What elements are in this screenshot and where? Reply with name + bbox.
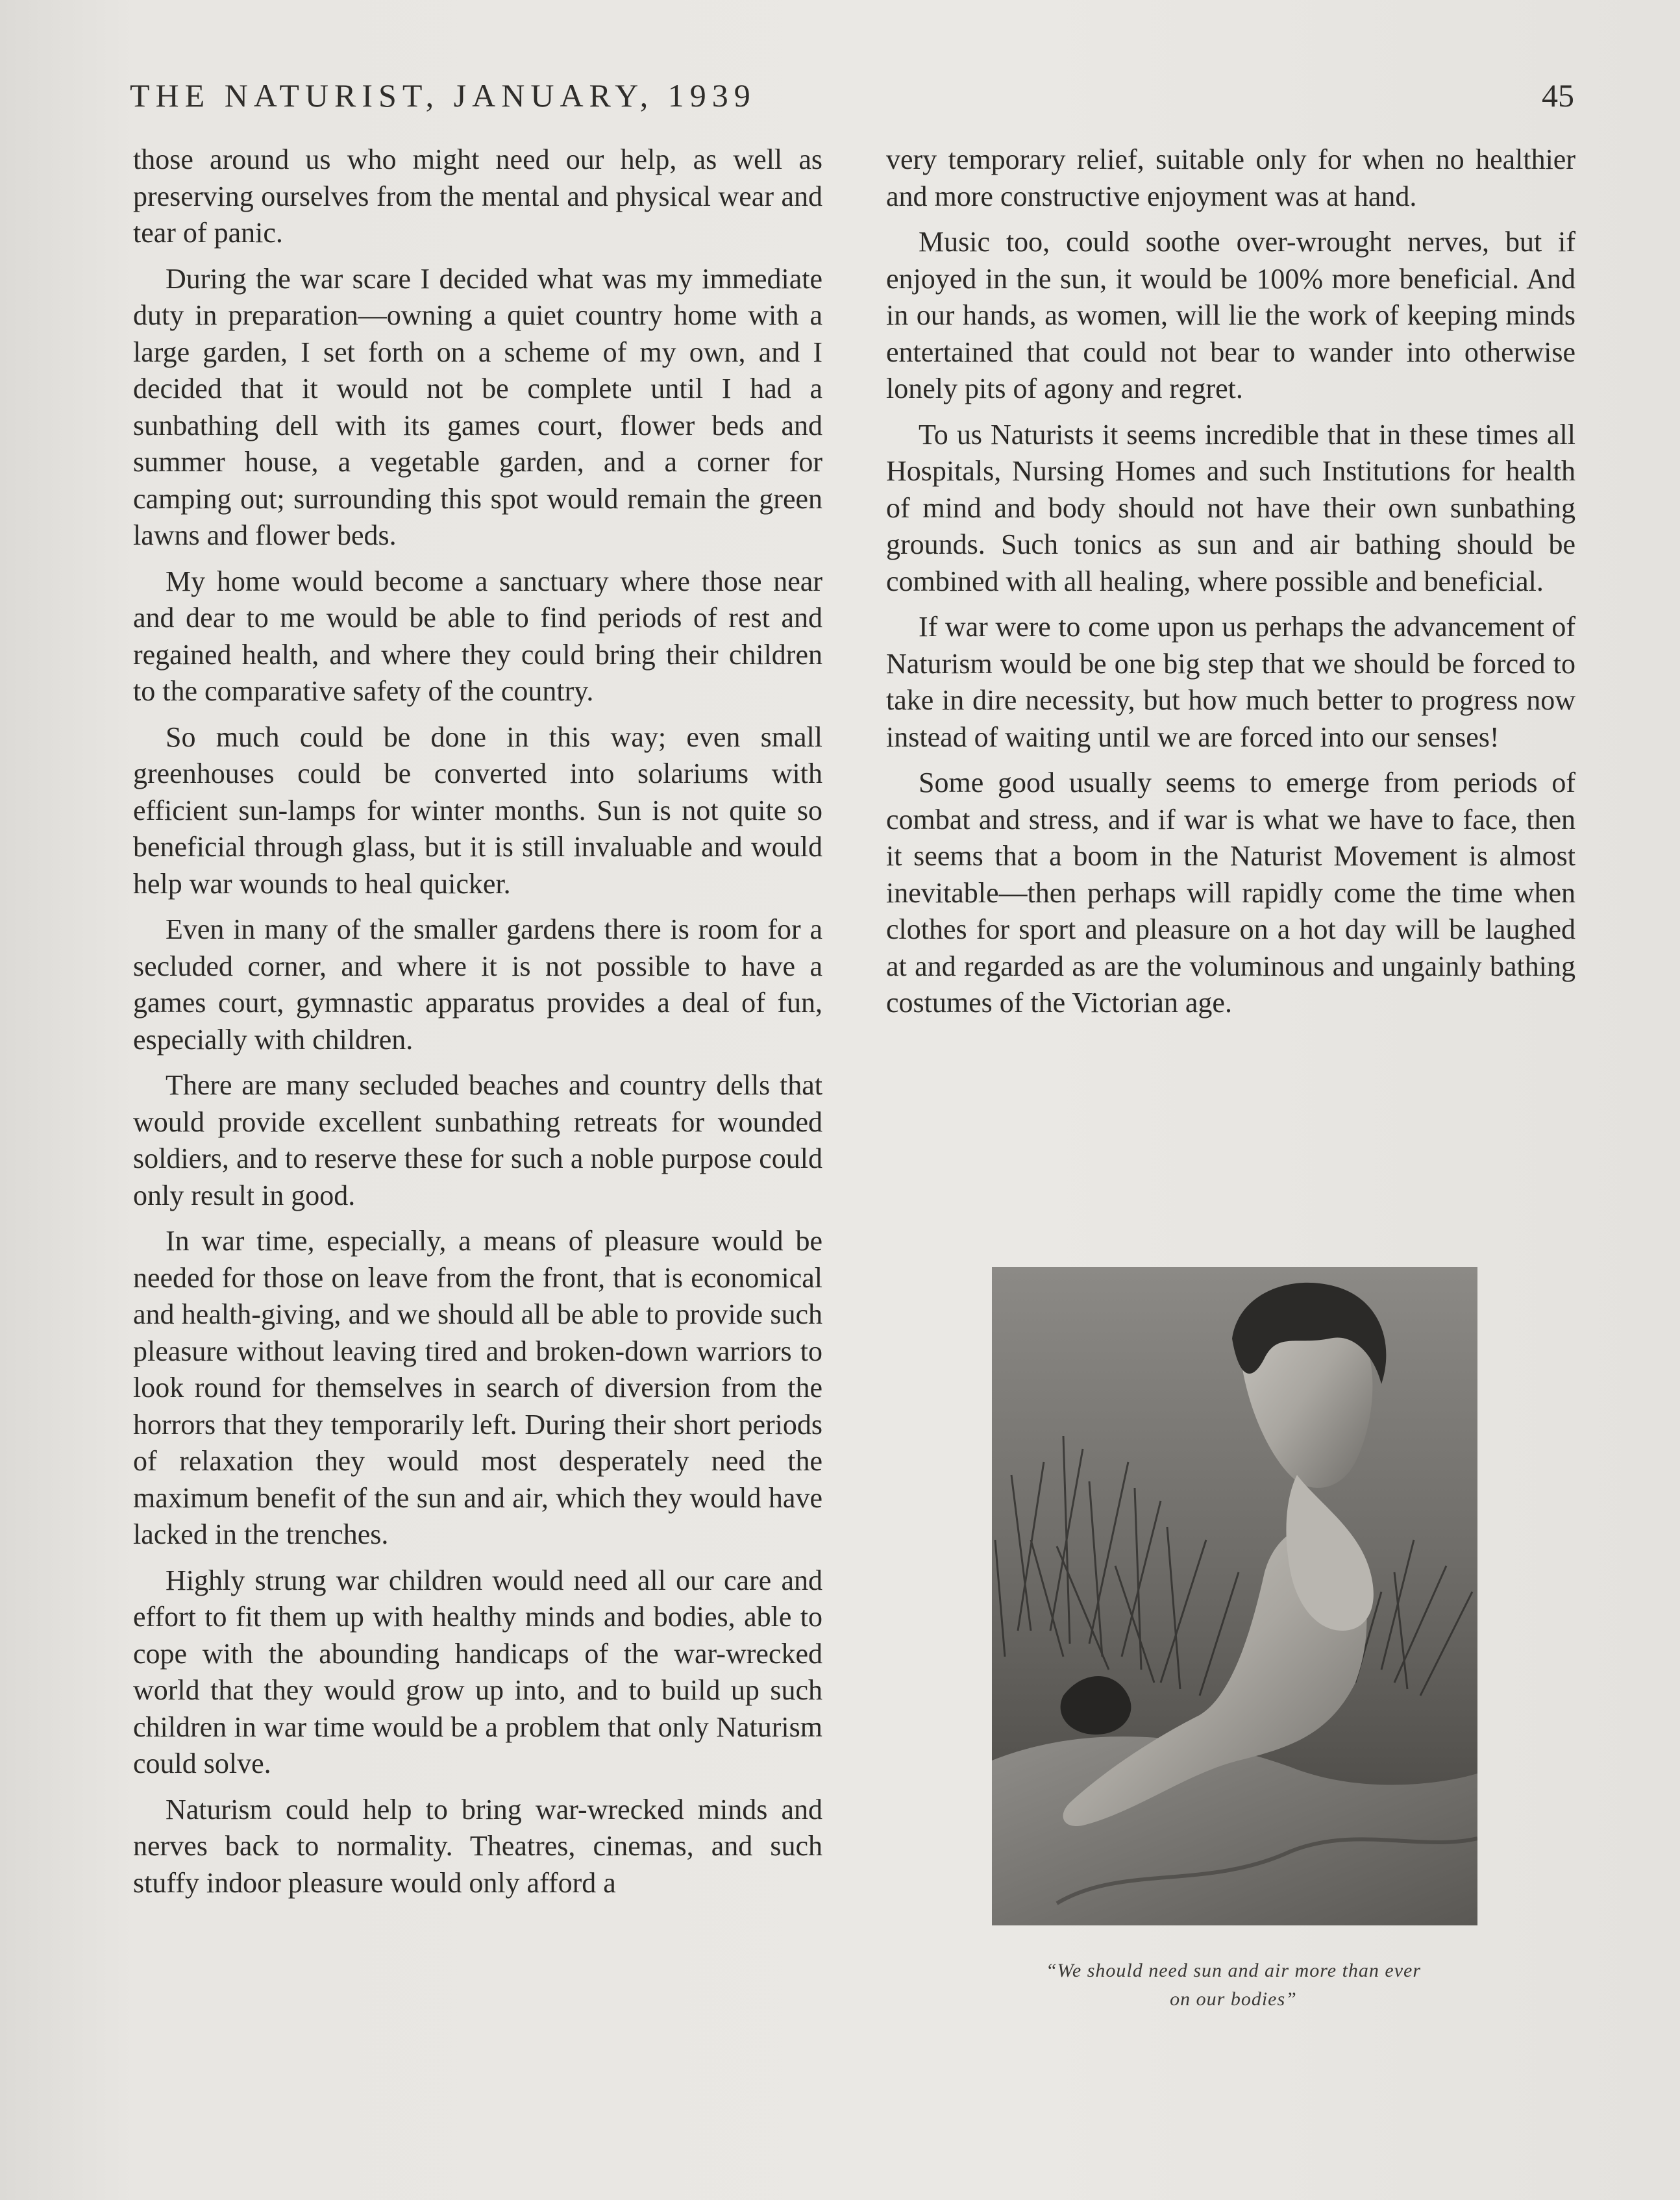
paragraph: My home would become a sanctuary where those near and dear to me would be able to find periods of rest and regained health, and where they could bring their children to the comparative safety of the country. bbox=[133, 565, 822, 707]
paragraph: those around us who might need our help, as well as preserving ourselves from the mental and physical wear and tear of panic. bbox=[133, 143, 822, 249]
paragraph: In war time, especially, a means of pleasure would be needed for those on leave from the front, that is economical and health-giving, and we should all be able to provide such pleasure without leaving tired and broken-down warriors to look round for themselves in search of diversion from the horrors that they temporarily left. During their short periods of relaxation they would most desperately need the maximum benefit of the sun and air, which they would have lacked in the trenches. bbox=[133, 1225, 822, 1550]
paragraph: To us Naturists it seems incredible that in these times all Hospitals, Nursing Homes and such Institutions for health of mind and body should not have their own sunbathing grounds. Such tonics as sun and air bathing should be combined with all healing, where possible and beneficial. bbox=[886, 418, 1575, 597]
photo-caption bbox=[961, 1957, 1506, 2014]
running-title: THE NATURIST, JANUARY, 1939 bbox=[130, 77, 756, 114]
paragraph: Even in many of the smaller gardens there is room for a secluded corner, and where it is not possible to have a games court, gymnastic apparatus provides a deal of fun, especially with children. bbox=[133, 913, 822, 1056]
paragraph: If war were to come upon us perhaps the advancement of Naturism would be one big step that we should be forced to take in dire necessity, but how much better to progress now instead of waiting until we are forced into our senses! bbox=[886, 611, 1575, 753]
paragraph: Naturism could help to bring war-wrecked minds and nerves back to normality. Theatres, cinemas, and such stuffy indoor pleasure would only afford a bbox=[133, 1793, 822, 1899]
left-column bbox=[133, 142, 822, 1910]
paragraph: very temporary relief, suitable only for when no healthier and more constructive enjoyment was at hand. bbox=[886, 143, 1575, 212]
paragraph: During the war scare I decided what was my immediate duty in preparation—owning a quiet country home with a large garden, I set forth on a scheme of my own, and I decided that it would not be complete until I had a sunbathing dell with its games court, flower beds and summer house, a vegetable garden, and a corner for camping out; surrounding this spot would remain the green lawns and flower beds. bbox=[133, 262, 822, 551]
paragraph: Music too, could soothe over-wrought nerves, but if enjoyed in the sun, it would be 100% more beneficial. And in our hands, as women, will lie the work of keeping minds entertained that could not bear to wander into otherwise lonely pits of agony and regret. bbox=[886, 226, 1575, 404]
photograph bbox=[992, 1267, 1477, 1925]
photo-illustration bbox=[992, 1267, 1477, 1925]
paragraph: Highly strung war children would need all our care and effort to fit them up with healthy minds and bodies, able to cope with the abounding handicaps of the war-wrecked world that they would grow up into, and to build up such children in war time would be a problem that only Naturism could solve. bbox=[133, 1564, 822, 1779]
right-column bbox=[886, 142, 1575, 1031]
caption-line: on our bodies” bbox=[1170, 1988, 1297, 2010]
paragraph: So much could be done in this way; even small greenhouses could be converted into solariums with efficient sun-lamps for winter months. Sun is not quite so beneficial through glass, but it is still invaluable and would help war wounds to heal quicker. bbox=[133, 721, 822, 900]
page-number: 45 bbox=[1542, 77, 1574, 114]
paragraph: There are many secluded beaches and country dells that would provide excellent sunbathing retreats for wounded soldiers, and to reserve these for such a noble purpose could only result in good. bbox=[133, 1069, 822, 1211]
caption-line: “We should need sun and air more than ever bbox=[1045, 1960, 1422, 1981]
paragraph: Some good usually seems to emerge from periods of combat and stress, and if war is what we have to face, then it seems that a boom in the Naturist Movement is almost inevitable—then perhaps will rapidly come the time when clothes for sport and pleasure on a hot day will be laughed at and regarded as are the voluminous and ungainly bathing costumes of the Victorian age. bbox=[886, 767, 1575, 1019]
